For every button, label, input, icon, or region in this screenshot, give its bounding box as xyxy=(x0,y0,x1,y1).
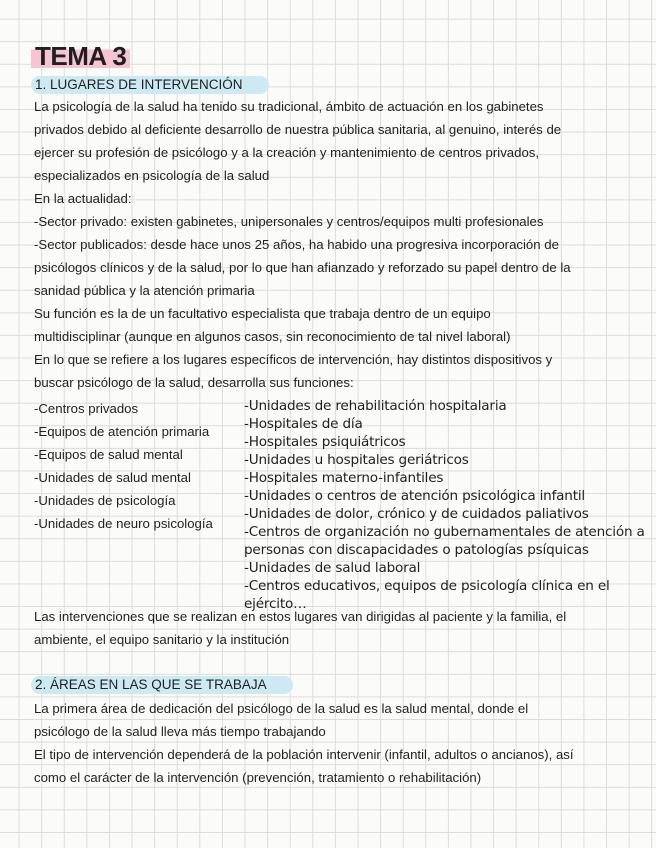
text-line: El tipo de intervención dependerá de la población intervenir (infantil, adultos o ancianos), así xyxy=(34,747,574,762)
text-line: como el carácter de la intervención (prevención, tratamiento o rehabilitación) xyxy=(34,770,482,785)
text-line: La primera área de dedicación del psicólogo de la salud es la salud mental, donde el xyxy=(34,701,529,716)
list-item: -Unidades de rehabilitación hospitalaria xyxy=(244,398,507,414)
text-line: La psicología de la salud ha tenido su tradicional, ámbito de actuación en los gabinetes xyxy=(34,99,544,114)
page-title: TEMA 3 xyxy=(31,40,130,72)
list-item: -Centros de organización no gubernamentales de atención a personas con discapacidades o patologías psíquicas xyxy=(244,524,645,558)
list-item: -Centros privados xyxy=(34,401,139,416)
section-heading-areas: 2. ÁREAS EN LAS QUE SE TRABAJA xyxy=(31,676,293,694)
text-line: especializados en psicología de la salud xyxy=(34,168,270,183)
text-line: En la actualidad: xyxy=(34,191,132,206)
places-list-right xyxy=(244,397,654,613)
text-line: Las intervenciones que se realizan en estos lugares van dirigidas al paciente y la familia, el xyxy=(34,609,567,624)
text-line: -Sector privado: existen gabinetes, unipersonales y centros/equipos multi profesionales xyxy=(34,214,544,229)
text-line: Su función es la de un facultativo especialista que trabaja dentro de un equipo xyxy=(34,306,491,321)
list-item: -Hospitales materno-infantiles xyxy=(244,470,444,486)
section-heading-lugares: 1. LUGARES DE INTERVENCIÓN xyxy=(31,76,269,94)
text-line: privados debido al deficiente desarrollo de nuestra pública sanitaria, al genuino, interés de xyxy=(34,122,562,137)
list-item: -Hospitales psiquiátricos xyxy=(244,434,406,450)
text-line: psicólogo de la salud lleva más tiempo trabajando xyxy=(34,724,326,739)
list-item: -Unidades de neuro psicología xyxy=(34,516,213,531)
list-item: -Unidades o centros de atención psicológica infantil xyxy=(244,488,585,504)
areas-paragraph xyxy=(34,697,632,789)
text-line: multidisciplinar (aunque en algunos casos, sin reconocimiento de tal nivel laboral) xyxy=(34,329,511,344)
list-item: -Hospitales de día xyxy=(244,416,363,432)
text-line: buscar psicólogo de la salud, desarrolla sus funciones: xyxy=(34,375,354,390)
places-list-left xyxy=(34,397,213,535)
list-item: -Equipos de atención primaria xyxy=(34,424,210,439)
list-item: -Unidades de salud mental xyxy=(34,470,191,485)
list-item: -Unidades de dolor, crónico y de cuidados paliativos xyxy=(244,506,589,522)
list-item: -Unidades de psicología xyxy=(34,493,176,508)
text-line: psicólogos clínicos y de la salud, por lo que han afianzado y reforzado su papel dentro de la xyxy=(34,260,571,275)
text-line: ejercer su profesión de psicólogo y a la creación y mantenimiento de centros privados, xyxy=(34,145,540,160)
text-line: sanidad pública y la atención primaria xyxy=(34,283,255,298)
intro-paragraph xyxy=(34,95,632,394)
list-item: -Unidades de salud laboral xyxy=(244,560,421,576)
closing-paragraph xyxy=(34,605,632,651)
list-item: -Equipos de salud mental xyxy=(34,447,183,462)
list-item: -Centros educativos, equipos de psicología clínica en el ejército… xyxy=(244,578,610,612)
text-line: -Sector publicados: desde hace unos 25 años, ha habido una progresiva incorporación de xyxy=(34,237,559,252)
text-line: En lo que se refiere a los lugares específicos de intervención, hay distintos dispositivos y xyxy=(34,352,553,367)
list-item: -Unidades u hospitales geriátricos xyxy=(244,452,469,468)
text-line: ambiente, el equipo sanitario y la institución xyxy=(34,632,290,647)
